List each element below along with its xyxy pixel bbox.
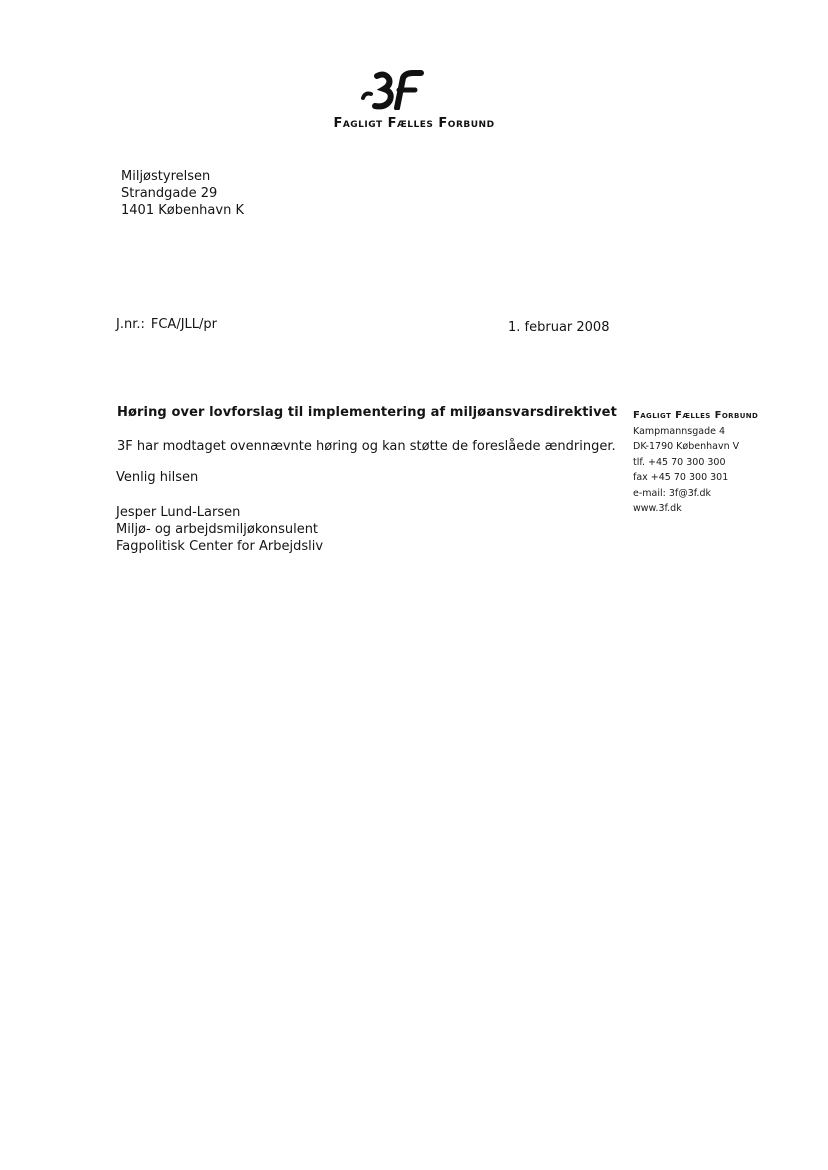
recipient-street: Strandgade 29 xyxy=(121,186,218,201)
signature-block xyxy=(116,504,323,555)
signer-title: Miljø- og arbejdsmiljøkonsulent xyxy=(116,522,319,537)
recipient-city: 1401 København K xyxy=(121,203,244,218)
letter-subject: Høring over lovforslag til implementering af miljøansvarsdirektivet xyxy=(117,405,617,420)
sidebar-website: www.3f.dk xyxy=(633,503,682,514)
sidebar-street: Kampmannsgade 4 xyxy=(633,425,726,437)
letter-body: 3F har modtaget ovennævnte høring og kan støtte de foreslåede ændringer. xyxy=(117,439,616,454)
sidebar-fax: fax +45 70 300 301 xyxy=(633,472,729,483)
signer-name: Jesper Lund-Larsen xyxy=(116,505,241,520)
letterhead-org-name: Fagligt Fælles Forbund xyxy=(333,116,495,131)
recipient-address xyxy=(121,168,244,219)
sidebar-city: DK-1790 København V xyxy=(633,441,740,452)
reference-value: FCA/JLL/pr xyxy=(150,317,217,332)
3f-logo-icon xyxy=(355,70,425,110)
signer-department: Fagpolitisk Center for Arbejdsliv xyxy=(116,539,324,554)
reference-label: J.nr.: xyxy=(116,317,145,332)
sidebar-org-name: Fagligt Fælles Forbund xyxy=(633,410,759,421)
letter-closing: Venlig hilsen xyxy=(116,470,199,485)
letter-date: 1. februar 2008 xyxy=(508,320,610,335)
recipient-name: Miljøstyrelsen xyxy=(121,169,211,184)
reference-number xyxy=(116,317,217,332)
sender-contact-sidebar xyxy=(633,408,758,517)
sidebar-email: e-mail: 3f@3f.dk xyxy=(633,487,711,499)
sidebar-phone: tlf. +45 70 300 300 xyxy=(633,456,726,468)
